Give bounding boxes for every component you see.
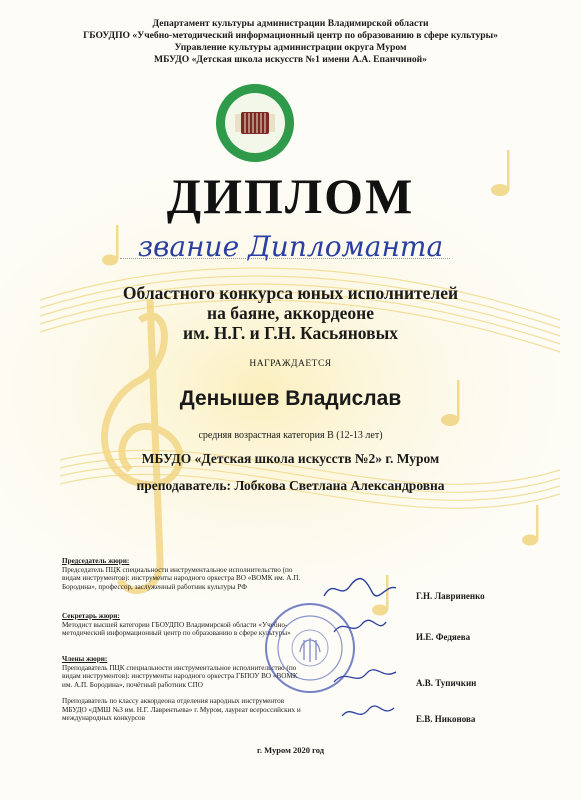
- dotted-divider: [120, 258, 450, 260]
- jury-members-role: Члены жюри:: [62, 655, 108, 663]
- jury-secretary-role: Секретарь жюри:: [62, 612, 120, 620]
- official-stamp: [262, 600, 358, 696]
- jury-chair-role: Председатель жюри:: [62, 557, 130, 565]
- jury-member-2-name: Е.В. Никонова: [416, 714, 476, 724]
- winner-name: Денышев Владислав: [179, 387, 402, 410]
- jury-chair: [62, 557, 302, 591]
- signature-member-2: [338, 702, 398, 724]
- issuer-line-2: ГБОУДПО «Учебно-методический информационный центр по образованию в сфере культуры»: [83, 30, 498, 41]
- contest-line-2: на баяне, аккордеоне: [207, 303, 374, 323]
- jury-member-2-desc: Преподаватель по классу аккордеона отделения народных инструментов МБУДО «ДМШ №3 им. Н.Г. Лаврентьева» г. Муром, лауреат всероссийских и международных конкурсов: [62, 697, 301, 723]
- jury-secretary-desc: Методист высшей категории ГБОУДПО Владимирской области «Учебно-методический информационный центр по образованию в сфере культуры»: [62, 620, 291, 638]
- issuer-line-4: МБУДО «Детская школа искусств №1 имени А.А. Епанчиной»: [154, 54, 427, 65]
- jury-chair-name: Г.Н. Лавриненко: [416, 591, 485, 601]
- contest-line-1: Областного конкурса юных исполнителей: [122, 283, 459, 303]
- issuer-line-3: Управление культуры администрации округа Муром: [174, 42, 407, 53]
- city-year: г. Муром 2020 год: [256, 745, 325, 755]
- issuer-line-1: Департамент культуры администрации Владимирской области: [152, 18, 429, 29]
- jury-member-2: [62, 697, 302, 723]
- contest-name: [0, 283, 581, 343]
- jury-member-1-desc: Преподаватель ПЦК специальности инструментальное исполнительство (по видам инструментов): инструменты народного оркестра ГБПОУ ВО «ВОМК им. А.П. Бородина», почётный работник СПО: [62, 663, 298, 689]
- age-category: средняя возрастная категория В (12-13 лет): [198, 430, 383, 441]
- awarded-label: НАГРАЖДАЕТСЯ: [249, 359, 332, 369]
- contest-line-3: им. Н.Г. и Г.Н. Касьяновых: [183, 323, 398, 343]
- jury-chair-desc: Председатель ПЦК специальности инструментальное исполнительство (по видам инструментов): инструменты народного оркестра ВО «ВОМК им. А.П. Бородина», профессор, заслуженный работник культуры РФ: [62, 565, 301, 591]
- school-logo: [211, 82, 299, 164]
- winner-teacher: преподаватель: Лобкова Светлана Александровна: [136, 478, 445, 493]
- winner-school: МБУДО «Детская школа искусств №2» г. Муром: [141, 451, 440, 466]
- jury-secretary-name: И.Е. Федяева: [416, 632, 471, 642]
- issuer-header: [40, 18, 541, 66]
- jury-member-1-name: А.В. Тупичкин: [416, 678, 477, 688]
- handwritten-award-title: звание Дипломанта: [137, 230, 444, 263]
- diploma-title: ДИПЛОМ: [166, 168, 415, 224]
